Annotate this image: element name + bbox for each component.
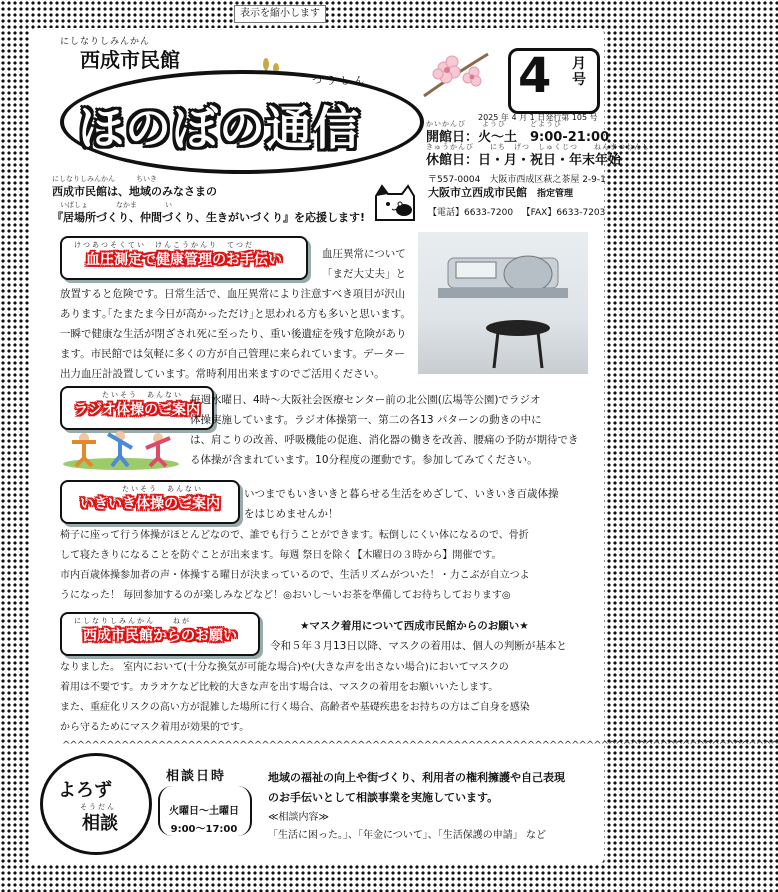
- radio-line: 毎週水曜日、4時～大阪社会医療センター前の北公園(広場等公園)でラジオ: [190, 394, 541, 406]
- wave-divider: ^^^^^^^^^^^^^^^^^^^^^^^^^^^^^^^^^^^^^^^^^^^^^^^^^^^^^^^^^^^^^^^^^^^^^^^^^^^^^^^^^^^^^^^^^^^^^^^^^: [62, 740, 778, 751]
- request-line: ★マスク着用について西成市民館からのお願い★: [300, 620, 529, 632]
- month-number: 4: [518, 48, 552, 104]
- bp-line: ます。市民館では気軽に多くの方が自己管理に来られています。データー: [60, 348, 405, 360]
- bubble-ruby: そうだん: [80, 803, 116, 811]
- bp-line: 「まだ大丈夫」と: [322, 268, 406, 280]
- bp-heading-label: 血圧測定で健康管理のお手伝い: [86, 252, 282, 268]
- request-heading-label: 西成市民館からのお願い: [83, 628, 237, 644]
- title-ruby: つうしん: [312, 76, 368, 87]
- issue-date: 2025 年 4 月 1 日発行第 105 号: [478, 113, 598, 122]
- ikiiki-line: 市内百歳体操参加者の声・体操する曜日が決まっているので、生活リズムがついた！・力こぶが自立つよ: [60, 570, 530, 581]
- bp-line: 血圧異常について: [322, 248, 406, 260]
- facility-ruby: にしなりしみんかん: [60, 37, 151, 47]
- bubble-line1: よろず: [58, 780, 112, 801]
- tagline-ruby-1: にしなりしみんかん ちいき: [52, 175, 157, 183]
- blood-pressure-photo: [418, 232, 588, 374]
- open-days: 開館日：火～土 9:00-21:00: [426, 130, 610, 145]
- radio-heading-ruby: たいそう あんない: [102, 391, 183, 399]
- managed-label: 指定管理: [537, 189, 574, 199]
- closed-days-ruby: きゅうかんび にち げつ しゅくじつ ねんまつねんし: [426, 143, 650, 151]
- ikiiki-line: うになった！ 毎回参加するのが楽しみなどなど！◎おいし～いお茶を準備してお待ちしております◎: [60, 590, 511, 601]
- cat-icon: [372, 182, 420, 222]
- ikiiki-heading: [60, 480, 240, 524]
- ikiiki-line: して寝たきりになることを防ぐことが出来ます。毎週 祭日を除く【木曜日の３時から】開催です。: [60, 550, 502, 561]
- ikiiki-line: いつまでもいきいきと暮らせる生活をめざして、いきいき百歳体操: [244, 488, 559, 500]
- consultation-title: 相談日時: [166, 769, 227, 784]
- facility-name: 西成市民館: [80, 48, 180, 72]
- zoom-out-button[interactable]: 表示を縮小します: [234, 5, 326, 23]
- consultation-line: のお手伝いとして相談事業を実施しています。: [268, 791, 499, 804]
- request-line: また、重症化リスクの高い方が混雑した場所に行く場合、高齢者や基礎疾患をお持ちの方はご自身を感染: [60, 702, 530, 713]
- consultation-days: 火曜日～土曜日: [169, 806, 239, 817]
- bp-line: あります｡｢たまたま今日が高かっただけ｣と思われる方も多いと思います。: [60, 308, 411, 320]
- bp-line: 放置すると危険です。日常生活で、血圧異常により注意すべき項目が沢山: [60, 288, 406, 300]
- request-heading-ruby: にしなりしみんかん ねが: [74, 617, 191, 625]
- radio-line: る体操が含まれています。10分程度の運動です。参加してみてください。: [190, 454, 538, 466]
- consultation-line: 「生活に困った。」、「年金について」、「生活保護の申請」 など: [268, 830, 546, 841]
- closed-days: 休館日：日・月・祝日・年末年始: [426, 153, 622, 168]
- request-line: から守るためにマスク着用が効果的です。: [60, 722, 250, 733]
- bp-line: 一瞬で健康な生活が閉ざされ死に至ったり、重い後遺症を残す危険があり: [60, 328, 407, 340]
- blood-pressure-monitor-icon: [418, 232, 588, 374]
- phone: 【電話】6633-7200: [428, 208, 514, 218]
- fax: 【FAX】6633-7203: [521, 208, 606, 218]
- bp-heading: [60, 236, 308, 280]
- radio-line: 体操実施しています。ラジオ体操第一、第二の各13 パターンの動きの中に: [190, 414, 542, 426]
- ikiiki-heading-label: いきいき体操のご案内: [80, 496, 220, 512]
- exercise-people-icon: [62, 428, 180, 470]
- request-heading: [60, 612, 260, 656]
- open-days-ruby: かいかんび ようび どようび: [426, 120, 562, 128]
- request-line: 令和５年３月13日以降、マスクの着用は、個人の判断が基本と: [270, 640, 567, 652]
- newsletter-title: ほのぼの通信: [78, 101, 360, 155]
- ikiiki-heading-ruby: たいそう あんない: [122, 485, 203, 493]
- consultation-line: ≪相談内容≫: [268, 812, 329, 823]
- ikiiki-line: 椅子に座って行う体操がほとんどなので、誰でも行うことができます。転倒しにくい体になるので、骨折: [60, 530, 529, 541]
- cherry-blossom-icon: [422, 46, 492, 102]
- radio-heading-label: ラジオ体操のご案内: [74, 402, 200, 418]
- consultation-line: 地域の福祉の向上や街づくり、利用者の権利擁護や自己表現: [268, 771, 565, 784]
- consultation-hours: 9:00～17:00: [170, 824, 238, 835]
- address: 〒557-0004 大阪市西成区萩之茶屋 2-9-1: [428, 175, 606, 185]
- bubble-line2: 相談: [82, 813, 118, 834]
- request-line: 着用は不要です。カラオケなど比較的大きな声を出す場合は、マスクの着用をお願いいたします。: [60, 682, 499, 693]
- tagline-1: 西成市民館は、地域のみなさまの: [52, 185, 217, 198]
- bp-heading-ruby: けつあつそくてい けんこうかんり てつだ: [74, 241, 254, 249]
- office-name: [428, 184, 573, 200]
- radio-line: は、肩こりの改善、呼吸機能の促進、消化器の働きを改善、腰痛の予防が期待でき: [190, 434, 579, 446]
- office-label: 大阪市立西成市民館: [428, 186, 527, 199]
- ikiiki-line: をはじめませんか！: [244, 508, 339, 520]
- bp-line: 出力血圧計設置しています。常時利用出来ますのでご活用ください。: [60, 368, 385, 380]
- month-suffix: 月号: [572, 56, 586, 88]
- tagline-ruby-2: いばしょ なかま い: [60, 201, 172, 209]
- tagline-2: 『居場所づくり、仲間づくり、生きがいづくり』を応援します!: [52, 211, 366, 224]
- request-line: なりました。 室内において(十分な換気が可能な場合)や(大きな声を出さない場合)においてマスクの: [60, 662, 509, 673]
- contact-line: [428, 205, 605, 218]
